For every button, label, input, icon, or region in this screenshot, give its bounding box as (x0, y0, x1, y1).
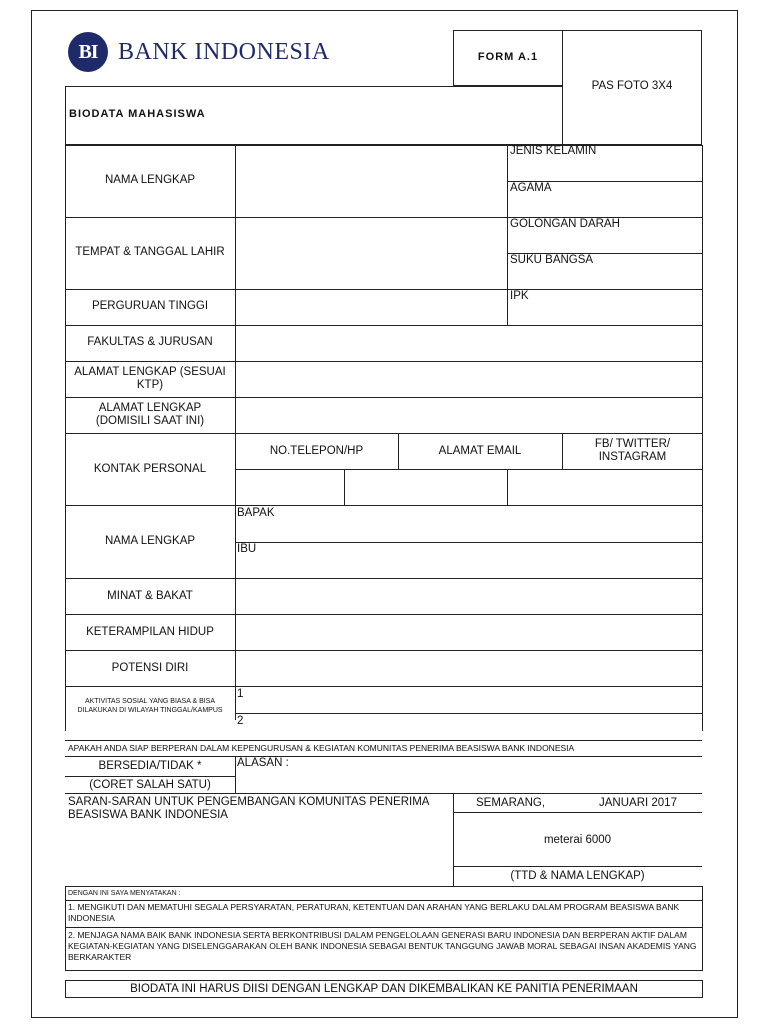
label-ibu: IBU (237, 543, 257, 555)
label-alamat-domisili: ALAMAT LENGKAP (DOMISILI SAAT INI) (95, 402, 205, 427)
brand-name: BANK INDONESIA (118, 39, 330, 65)
bank-indonesia-logo (68, 32, 108, 72)
label-fakultas: FAKULTAS & JURUSAN (87, 336, 213, 348)
label-kontak-personal: KONTAK PERSONAL (93, 463, 207, 475)
table-border-left (65, 145, 66, 731)
input-fakultas[interactable] (236, 326, 701, 360)
input-alamat-ktp[interactable] (236, 362, 701, 396)
input-ibu[interactable] (236, 543, 701, 577)
label-saran: SARAN-SARAN UNTUK PENGEMBANGAN KOMUNITAS PENERIMA BEASISWA BANK INDONESIA (68, 796, 429, 821)
input-alasan[interactable] (236, 757, 701, 792)
statement-point-2: 2. MENJAGA NAMA BAIK BANK INDONESIA SERTA BERKONTRIBUSI DALAM PENGELOLAAN GENERASI BARU INDONESIA DAN BERPERAN AKTIF DALAM KEGIATAN-KEGIATAN YANG DISELENGGARAKAN OLEH BANK INDONESIA SEBAGAI BENTUK TANGGUNG JAWAB MORAL SEBAGAI INSAN AKADEMIS YANG BERKARAKTER (68, 930, 697, 962)
input-ttl[interactable] (236, 218, 506, 288)
footer-note: BIODATA INI HARUS DIISI DENGAN LENGKAP DAN DIKEMBALIKAN KE PANITIA PENERIMAAN (130, 983, 638, 995)
input-saran[interactable] (66, 822, 452, 885)
label-ipk: IPK (510, 290, 529, 302)
label-bapak: BAPAK (237, 507, 275, 519)
label-agama: AGAMA (510, 182, 552, 194)
label-jenis-kelamin: JENIS KELAMIN (510, 145, 597, 157)
input-keterampilan[interactable] (236, 615, 701, 649)
commitment-question: APAKAH ANDA SIAP BERPERAN DALAM KEPENGURUSAN & KEGIATAN KOMUNITAS PENERIMA BEASISWA BANK INDONESIA (68, 743, 575, 753)
label-aktivitas-2: 2 (237, 715, 244, 727)
label-aktivitas: AKTIVITAS SOSIAL YANG BIASA & BISA DILAKUKAN DI WILAYAH TINGGAL/KAMPUS (77, 698, 223, 714)
signature-area[interactable] (454, 813, 701, 865)
signature-date: JANUARI 2017 (599, 797, 677, 809)
table-border-right (702, 145, 703, 731)
label-sosmed: FB/ TWITTER/ INSTAGRAM (594, 438, 671, 463)
label-alamat-ktp: ALAMAT LENGKAP (SESUAI KTP) (74, 366, 226, 391)
photo-box-label: PAS FOTO 3X4 (591, 80, 673, 92)
input-perguruan-tinggi[interactable] (236, 290, 506, 324)
input-aktivitas-2[interactable] (236, 714, 701, 739)
meterai-label: meterai 6000 (543, 834, 612, 846)
ttd-label: (TTD & NAMA LENGKAP) (510, 870, 645, 882)
label-perguruan-tinggi: PERGURUAN TINGGI (91, 300, 209, 312)
statement-intro: DENGAN INI SAYA MENYATAKAN : (68, 890, 181, 897)
label-suku-bangsa: SUKU BANGSA (510, 254, 594, 266)
label-coret: (CORET SALAH SATU) (89, 779, 211, 791)
logo-mark: BI (78, 41, 98, 63)
label-keterampilan: KETERAMPILAN HIDUP (86, 626, 214, 638)
input-potensi[interactable] (236, 651, 701, 685)
input-nama-lengkap[interactable] (236, 146, 506, 216)
label-bersedia[interactable]: BERSEDIA/TIDAK * (98, 760, 202, 772)
input-minat-bakat[interactable] (236, 579, 701, 613)
label-no-telepon: NO.TELEPON/HP (269, 445, 364, 457)
input-alamat-domisili[interactable] (236, 398, 701, 432)
form-title: BIODATA MAHASISWA (69, 108, 206, 120)
label-nama-lengkap: NAMA LENGKAP (104, 174, 196, 186)
label-alasan: ALASAN : (237, 757, 289, 769)
label-ttl: TEMPAT & TANGGAL LAHIR (75, 246, 225, 258)
label-alamat-email: ALAMAT EMAIL (438, 445, 522, 457)
label-nama-orangtua: NAMA LENGKAP (104, 535, 196, 547)
input-bapak[interactable] (236, 506, 701, 541)
label-golongan-darah: GOLONGAN DARAH (510, 218, 620, 230)
label-potensi: POTENSI DIRI (111, 662, 189, 674)
label-minat-bakat: MINAT & BAKAT (107, 590, 193, 602)
input-no-telepon[interactable] (236, 470, 343, 504)
input-alamat-email[interactable] (345, 470, 506, 504)
statement-point-1: 1. MENGIKUTI DAN MEMATUHI SEGALA PERSYARATAN, PERATURAN, KETENTUAN DAN ARAHAN YANG BERLAKU DALAM PROGRAM BEASISWA BANK INDONESIA (68, 902, 680, 923)
form-code: FORM A.1 (477, 51, 539, 63)
signature-city: SEMARANG, (476, 797, 546, 809)
input-aktivitas-1[interactable] (236, 687, 701, 712)
input-sosmed[interactable] (508, 470, 701, 504)
label-aktivitas-1: 1 (237, 688, 244, 700)
